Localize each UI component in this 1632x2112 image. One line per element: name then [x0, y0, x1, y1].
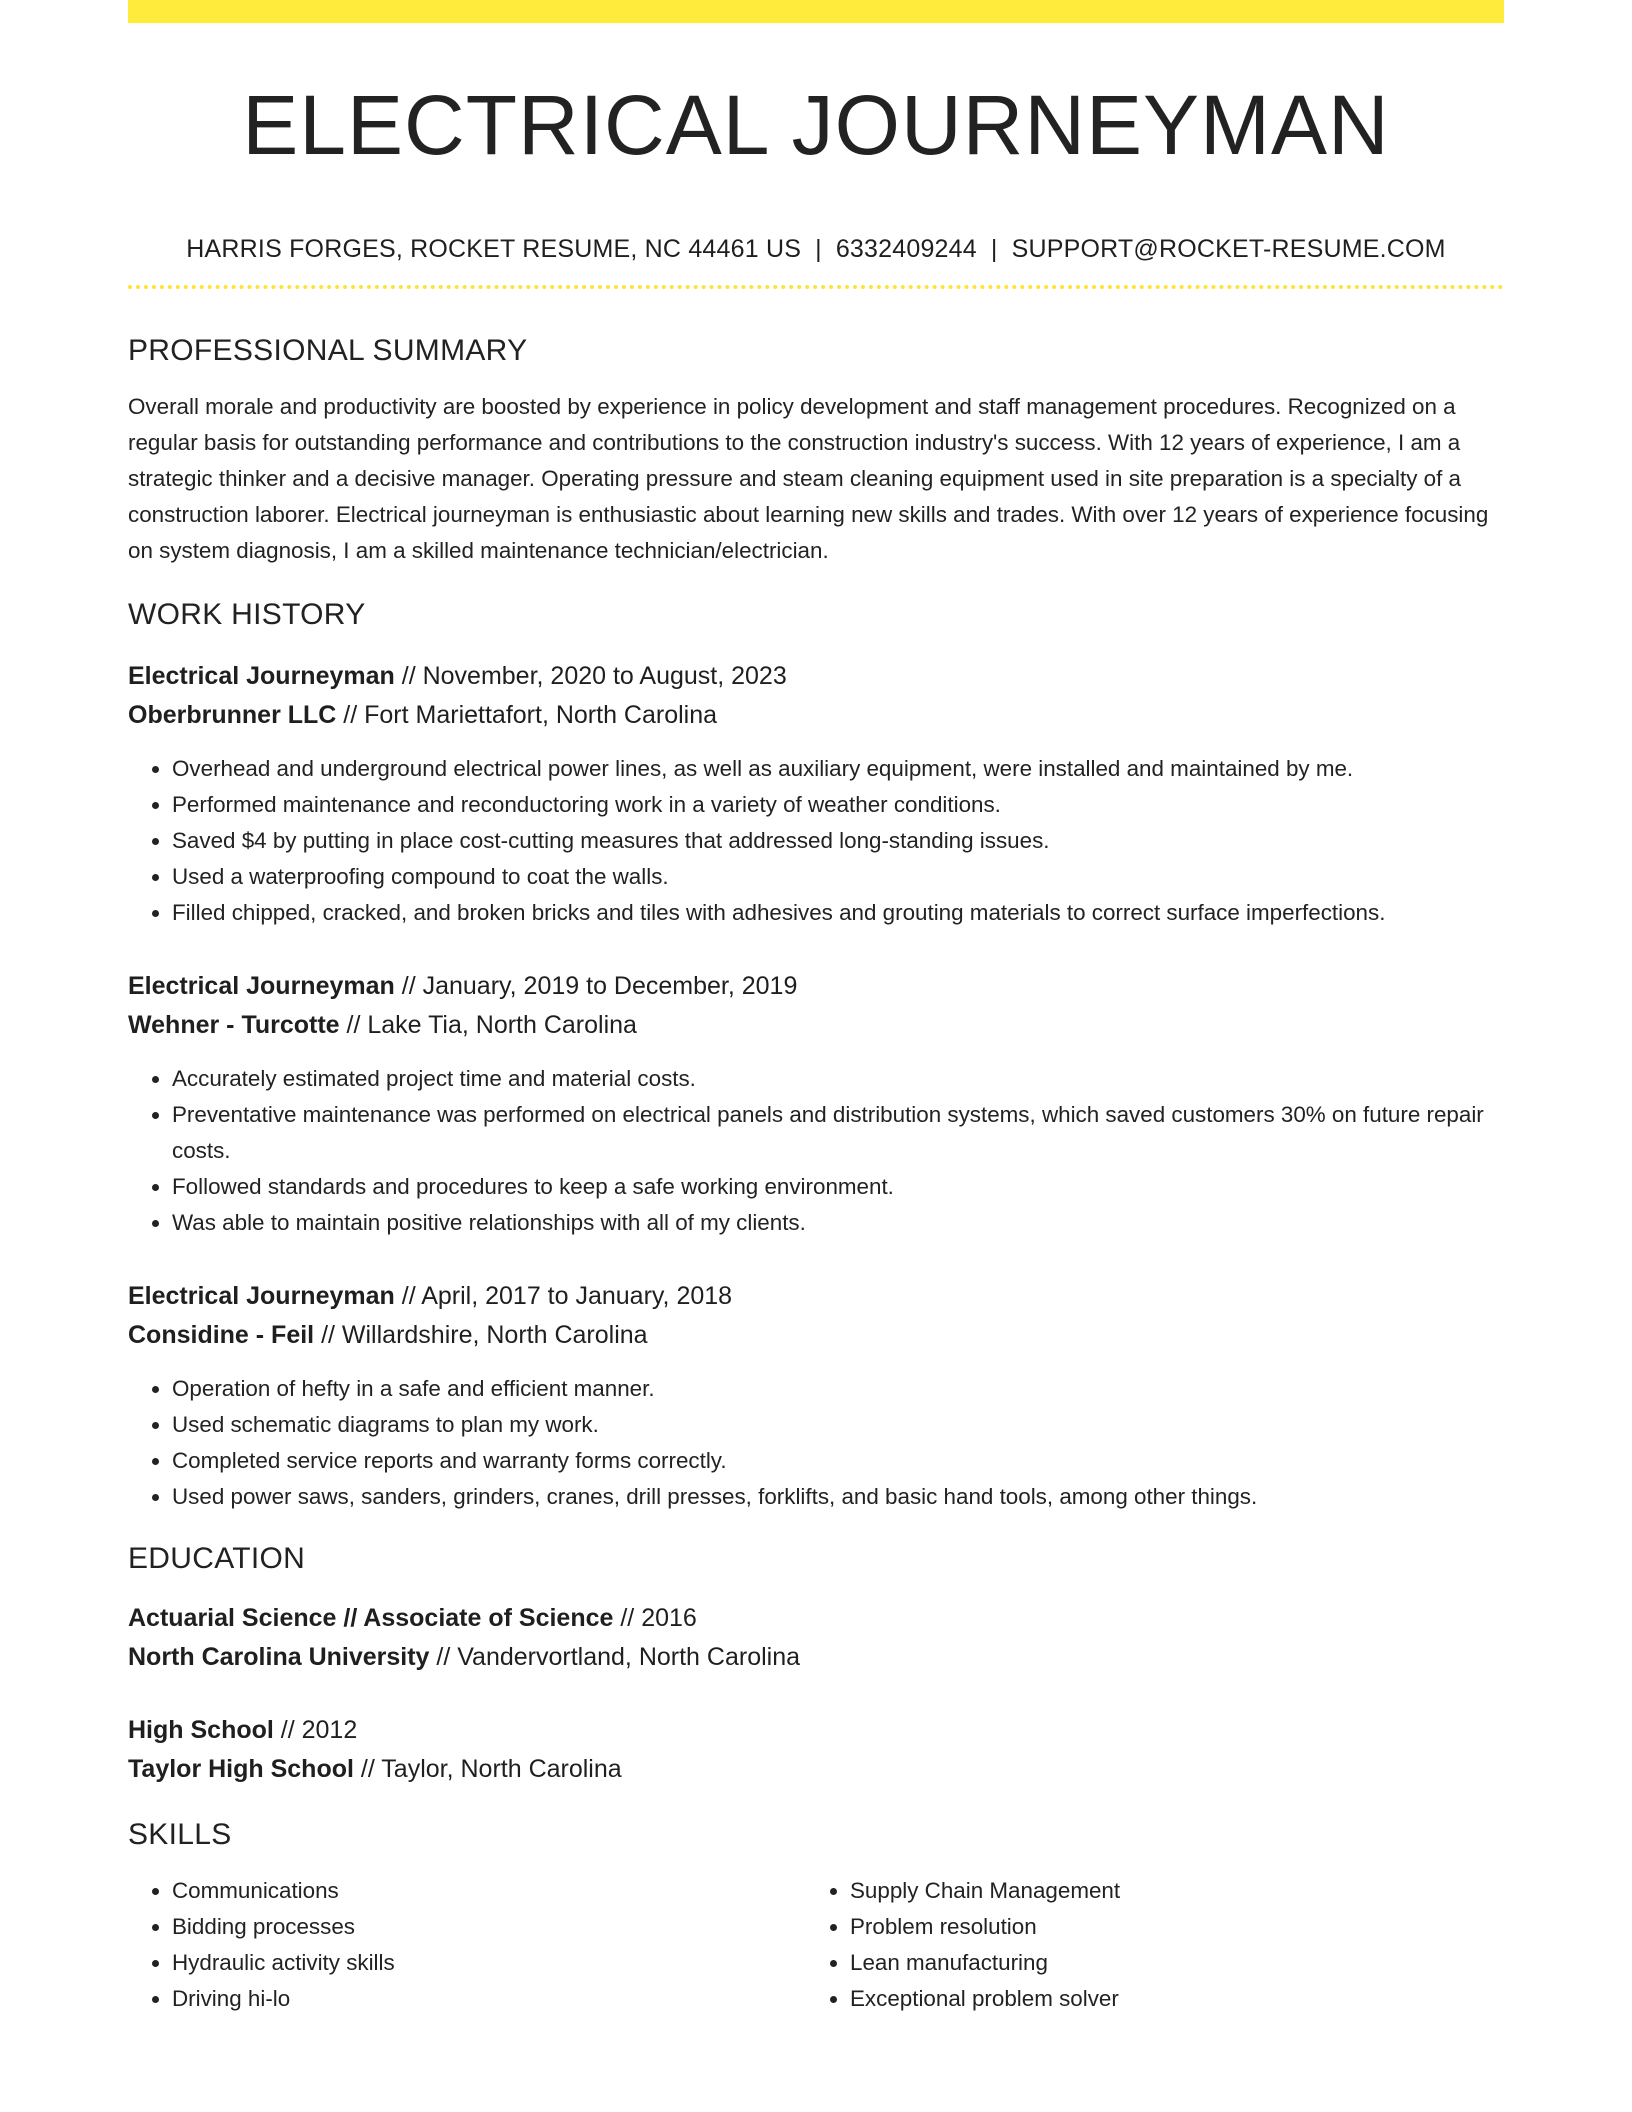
job-location: // Lake Tia, North Carolina — [339, 1011, 637, 1039]
summary-heading: PROFESSIONAL SUMMARY — [128, 334, 528, 367]
resume-title: ELECTRICAL JOURNEYMAN — [242, 78, 1390, 172]
job-bullets — [128, 1371, 1504, 1515]
contact-phone: 6332409244 — [835, 235, 977, 263]
list-item: • Overhead and underground electrical power lines, as well as auxiliary equipment, were installed and maintained by me. — [172, 751, 1504, 787]
skills-left-column — [128, 1873, 806, 2017]
skills-right-column — [806, 1873, 1484, 2017]
job-entry — [128, 657, 1504, 931]
job-bullets — [128, 1061, 1504, 1241]
skills-heading: SKILLS — [128, 1818, 232, 1851]
list-item: • Saved $4 by putting in place cost-cutting measures that addressed long-standing issues. — [172, 823, 1504, 859]
contact-separator: | — [815, 235, 822, 263]
education-year: // 2016 — [613, 1604, 697, 1632]
top-accent-bar — [128, 0, 1504, 23]
job-company-line — [128, 1316, 1504, 1355]
job-entry — [128, 1277, 1504, 1515]
job-dates: // April, 2017 to January, 2018 — [394, 1282, 733, 1310]
summary-text: Overall morale and productivity are boosted by experience in policy development and staff management procedures. Recognized on a regular basis for outstanding performance and contributions to the construction industry's success. With 12 years of experience, I am a strategic thinker and a decisive manager. Operating pressure and steam cleaning equipment used in site preparation is a specialty of a construction laborer. Electrical journeyman is enthusiastic about learning new skills and trades. With over 12 years of experience focusing on system diagnosis, I am a skilled maintenance technician/electrician. — [128, 394, 1489, 563]
contact-address: HARRIS FORGES, ROCKET RESUME, NC 44461 US — [186, 235, 802, 263]
contact-separator: | — [990, 235, 998, 263]
list-item: • Hydraulic activity skills — [172, 1945, 806, 1981]
job-title-line — [128, 1277, 1504, 1316]
list-item: • Exceptional problem solver — [850, 1981, 1484, 2017]
list-item: • Filled chipped, cracked, and broken bricks and tiles with adhesives and grouting materials to correct surface imperfections. — [172, 895, 1504, 931]
list-item: • Performed maintenance and reconductoring work in a variety of weather conditions. — [172, 787, 1504, 823]
list-item: • Communications — [172, 1873, 806, 1909]
list-item: • Used a waterproofing compound to coat the walls. — [172, 859, 1504, 895]
job-location: // Fort Mariettafort, North Carolina — [336, 701, 718, 729]
list-item: • Driving hi-lo — [172, 1981, 806, 2017]
job-title-line — [128, 657, 1504, 696]
job-title-line — [128, 967, 1504, 1006]
list-item: • Used schematic diagrams to plan my work. — [172, 1407, 1504, 1443]
list-item: • Lean manufacturing — [850, 1945, 1484, 1981]
job-position: Electrical Journeyman — [128, 1282, 395, 1310]
list-item: • Followed standards and procedures to keep a safe working environment. — [172, 1169, 1504, 1205]
list-item: • Problem resolution — [850, 1909, 1484, 1945]
job-company-line — [128, 1006, 1504, 1045]
job-company-line — [128, 696, 1504, 735]
education-degree: High School — [128, 1716, 274, 1744]
list-item: • Bidding processes — [172, 1909, 806, 1945]
list-item: • Completed service reports and warranty forms correctly. — [172, 1443, 1504, 1479]
list-item: • Operation of hefty in a safe and efficient manner. — [172, 1371, 1504, 1407]
education-location: // Vandervortland, North Carolina — [429, 1643, 801, 1671]
job-company: Wehner - Turcotte — [128, 1011, 340, 1039]
education-year: // 2012 — [273, 1716, 358, 1744]
job-position: Electrical Journeyman — [128, 972, 395, 1000]
job-dates: // January, 2019 to December, 2019 — [394, 972, 798, 1000]
contact-email: SUPPORT@ROCKET-RESUME.COM — [1011, 235, 1446, 263]
job-bullets — [128, 751, 1504, 931]
list-item: • Was able to maintain positive relationships with all of my clients. — [172, 1205, 1504, 1241]
resume-page — [128, 0, 1504, 2017]
list-item: • Supply Chain Management — [850, 1873, 1484, 1909]
job-entry — [128, 967, 1504, 1241]
skills-columns — [128, 1873, 1504, 2017]
education-heading: EDUCATION — [128, 1542, 306, 1575]
list-item: • Accurately estimated project time and material costs. — [172, 1061, 1504, 1097]
job-company: Considine - Feil — [128, 1321, 315, 1349]
education-location: // Taylor, North Carolina — [353, 1755, 622, 1783]
job-dates: // November, 2020 to August, 2023 — [394, 662, 787, 690]
job-position: Electrical Journeyman — [128, 662, 395, 690]
list-item: • Used power saws, sanders, grinders, cranes, drill presses, forklifts, and basic hand tools, among other things. — [172, 1479, 1504, 1515]
education-entry — [128, 1711, 1504, 1789]
header-divider — [128, 285, 1504, 289]
education-degree-line — [128, 1711, 1504, 1750]
education-school-line — [128, 1750, 1504, 1789]
education-school: Taylor High School — [128, 1755, 354, 1783]
list-item: • Preventative maintenance was performed on electrical panels and distribution systems, which saved customers 30% on future repair costs. — [172, 1097, 1504, 1169]
education-school: North Carolina University — [128, 1643, 430, 1671]
education-degree-line — [128, 1599, 1504, 1638]
education-school-line — [128, 1638, 1504, 1677]
education-entry — [128, 1599, 1504, 1677]
job-location: // Willardshire, North Carolina — [314, 1321, 648, 1349]
job-company: Oberbrunner LLC — [128, 701, 337, 729]
education-degree: Actuarial Science // Associate of Science — [128, 1604, 614, 1632]
contact-line — [128, 233, 1504, 265]
work-history-heading: WORK HISTORY — [128, 598, 366, 631]
